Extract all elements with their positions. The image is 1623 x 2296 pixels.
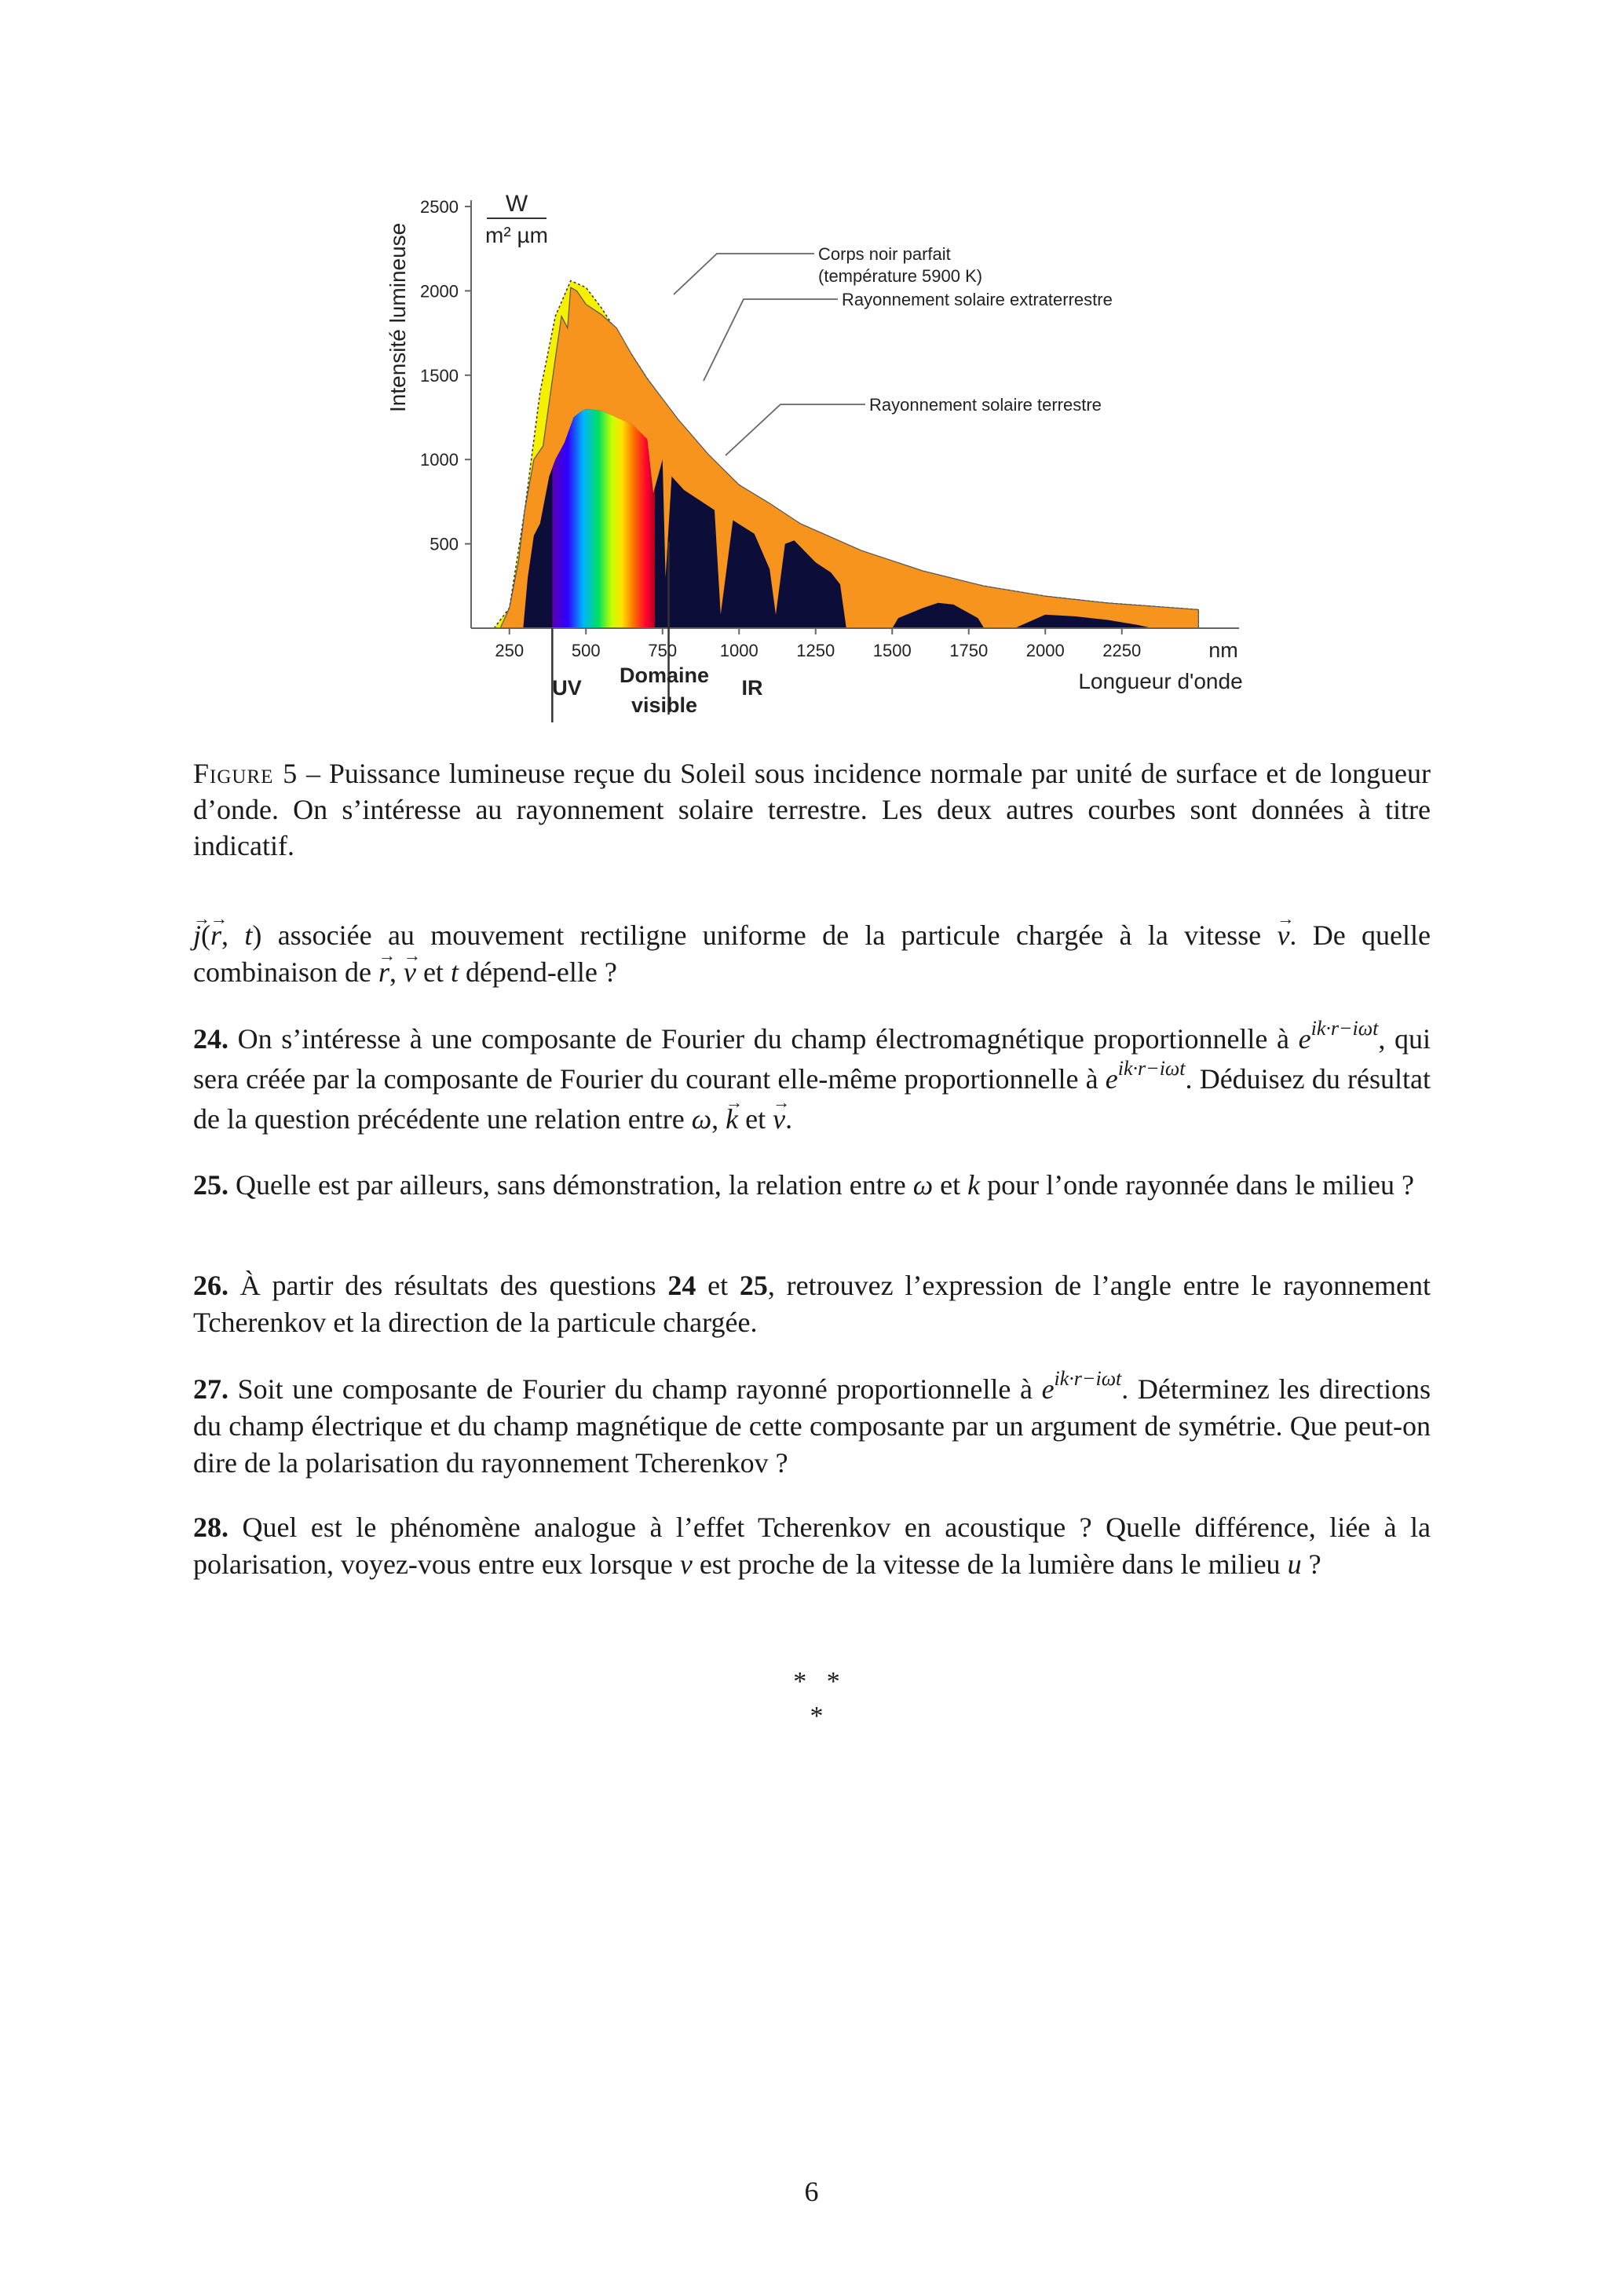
y-tick-label: 2500 <box>420 197 459 217</box>
unit-denominator: m² µm <box>485 223 548 247</box>
x-tick-label: 1000 <box>719 641 758 660</box>
figure-caption <box>193 755 1431 864</box>
question-26: 26. À partir des résultats des questions 24 et 25, retrouvez l’expression de l’angle entre le rayonnement Tcherenkov et la direction de la particule chargée. <box>193 1270 1431 1338</box>
x-tick-label: 750 <box>648 641 678 660</box>
question-27: 27. Soit une composante de Fourier du champ rayonné proportionnelle à $e^{ik\cdot r-i\omega t}$. Déterminez les directions du champ électrique et du champ magnétique de cette composante par un argument de symétrie. Que peut-on dire de la polarisation du rayonnement Tcherenkov ? <box>193 1367 1431 1479</box>
x-tick-label: 2250 <box>1102 641 1142 660</box>
x-tick-label: 1750 <box>949 641 989 660</box>
question-number: 24. <box>193 1023 228 1055</box>
math-j-vector: → j <box>193 917 201 954</box>
stars-top: * * <box>793 1667 840 1696</box>
region-ir-label: IR <box>741 676 763 700</box>
paragraph-continuation: → j(→ r, t) associée au mouvement rectiligne uniforme de la particule chargée à la vitesse → v. De quelle combinaison de → r, → v et t dépend-elle ? <box>193 917 1431 991</box>
y-tick-label: 500 <box>430 534 459 554</box>
solar-spectrum-figure <box>369 177 1264 742</box>
question-28: 28. Quel est le phénomène analogue à l’effet Tcherenkov en acoustique ? Quelle différence, liée à la polarisation, voyez-vous entre eux lorsque v est proche de la vitesse de la lumière dans le milieu u ? <box>193 1512 1431 1580</box>
x-unit-label: nm <box>1208 638 1238 662</box>
x-tick-label: 250 <box>495 641 525 660</box>
question-number: 25. <box>193 1169 228 1201</box>
x-axis-label: Longueur d'onde <box>1078 669 1243 693</box>
region-visible-label-line2: visible <box>631 693 698 717</box>
question-25: 25. Quelle est par ailleurs, sans démonstration, la relation entre ω et k pour l’onde rayonnée dans le milieu ? <box>193 1169 1414 1201</box>
y-tick-label: 2000 <box>420 281 459 302</box>
leader-terrestrial <box>726 404 865 455</box>
caption-label: Figure 5 <box>193 758 298 789</box>
x-tick-label: 2000 <box>1025 641 1065 660</box>
x-tick-label: 500 <box>571 641 601 660</box>
y-tick-label: 1500 <box>420 365 459 386</box>
section-separator-stars <box>785 1665 848 1734</box>
legend-terrestrial: Rayonnement solaire terrestre <box>869 395 1102 415</box>
question-number: 27. <box>193 1373 228 1405</box>
unit-numerator: W <box>505 191 528 217</box>
leader-blackbody <box>674 254 814 294</box>
x-tick-label: 1250 <box>796 641 835 660</box>
y-tick-label: 1000 <box>420 450 459 470</box>
stars-bottom: * <box>810 1702 824 1731</box>
legend-extraterrestrial: Rayonnement solaire extraterrestre <box>842 290 1113 309</box>
solar-spectrum-chart <box>369 177 1264 742</box>
legend-blackbody-line2: (température 5900 K) <box>818 266 983 286</box>
question-number: 26. <box>193 1270 228 1301</box>
caption-text: – Puissance lumineuse reçue du Soleil sous incidence normale par unité de surface et de longueur d’onde. On s’intéresse au rayonnement solaire terrestre. Les deux autres courbes sont données à titre indicatif. <box>193 758 1431 861</box>
x-tick-label: 1500 <box>872 641 912 660</box>
page-number: 6 <box>804 2176 819 2207</box>
y-axis-label: Intensité lumineuse <box>386 222 410 412</box>
region-uv-label: UV <box>552 676 582 700</box>
leader-extraterrestrial <box>704 299 838 381</box>
question-24: 24. On s’intéresse à une composante de Fourier du champ électromagnétique proportionnelle à $e^{ik\cdot r-i\omega t}$, qui sera créée par la composante de Fourier du courant elle-même proportionnelle à $e^{ik\cdot r-i\omega t}$. Déduisez du résultat de la question précédente une relation entre ω, → k et → v. <box>193 1019 1431 1139</box>
legend-blackbody-line1: Corps noir parfait <box>818 244 951 264</box>
question-number: 28. <box>193 1512 228 1543</box>
region-visible-label-line1: Domaine <box>619 664 710 687</box>
